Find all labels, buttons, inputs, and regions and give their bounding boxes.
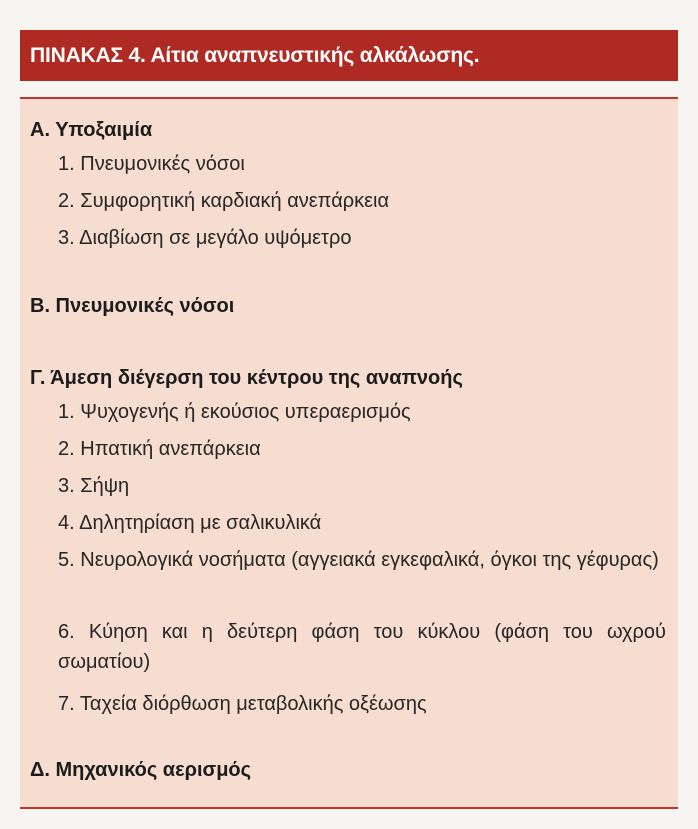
item-text: Ταχεία διόρθωση μεταβολικής οξέωσης (79, 693, 427, 715)
item-text: Κύηση και η δεύτερη φάση του κύκλου (φάση του ωχρού σωματίου) (58, 621, 666, 673)
item-text: Πνευμονικές νόσοι (80, 153, 245, 175)
table-box (20, 97, 678, 809)
list-item (58, 223, 666, 253)
list-item (58, 186, 666, 216)
item-text: Δηλητηρίαση με σαλικυλικά (79, 512, 322, 534)
section-heading-a: Α. Υποξαιμία (30, 119, 153, 141)
section-heading-c: Γ. Άμεση διέγερση του κέντρου της αναπνοής (30, 367, 463, 389)
list-item (58, 689, 666, 719)
item-number: 5. (58, 549, 81, 571)
list-item (58, 149, 666, 179)
item-text: Ηπατική ανεπάρκεια (80, 438, 261, 460)
item-number: 1. (58, 153, 81, 175)
item-number: 2. (58, 190, 81, 212)
list-item (58, 545, 666, 575)
list-item (58, 471, 666, 501)
table-title-text: ΠΙΝΑΚΑΣ 4. Αίτια αναπνευστικής αλκάλωσης. (30, 43, 480, 67)
item-number: 3. (58, 227, 80, 249)
list-item (58, 508, 666, 538)
list-item (58, 397, 666, 427)
item-text: Νευρολογικά νοσήματα (αγγειακά εγκεφαλικά, όγκοι της γέφυρας) (80, 549, 659, 571)
list-item (58, 617, 666, 677)
list-item (58, 434, 666, 464)
section-heading-d: Δ. Μηχανικός αερισμός (30, 759, 252, 781)
item-number: 3. (58, 475, 81, 497)
item-number: 7. (58, 693, 80, 715)
item-text: Συμφορητική καρδιακή ανεπάρκεια (80, 190, 390, 212)
item-number: 6. (58, 621, 89, 643)
item-number: 4. (58, 512, 80, 534)
item-text: Ψυχογενής ή εκούσιος υπεραερισμός (80, 401, 411, 423)
item-number: 2. (58, 438, 81, 460)
item-number: 1. (58, 401, 81, 423)
table-title (20, 30, 678, 81)
section-heading-b: Β. Πνευμονικές νόσοι (30, 295, 235, 317)
item-text: Διαβίωση σε μεγάλο υψόμετρο (79, 227, 352, 249)
item-text: Σήψη (80, 475, 130, 497)
